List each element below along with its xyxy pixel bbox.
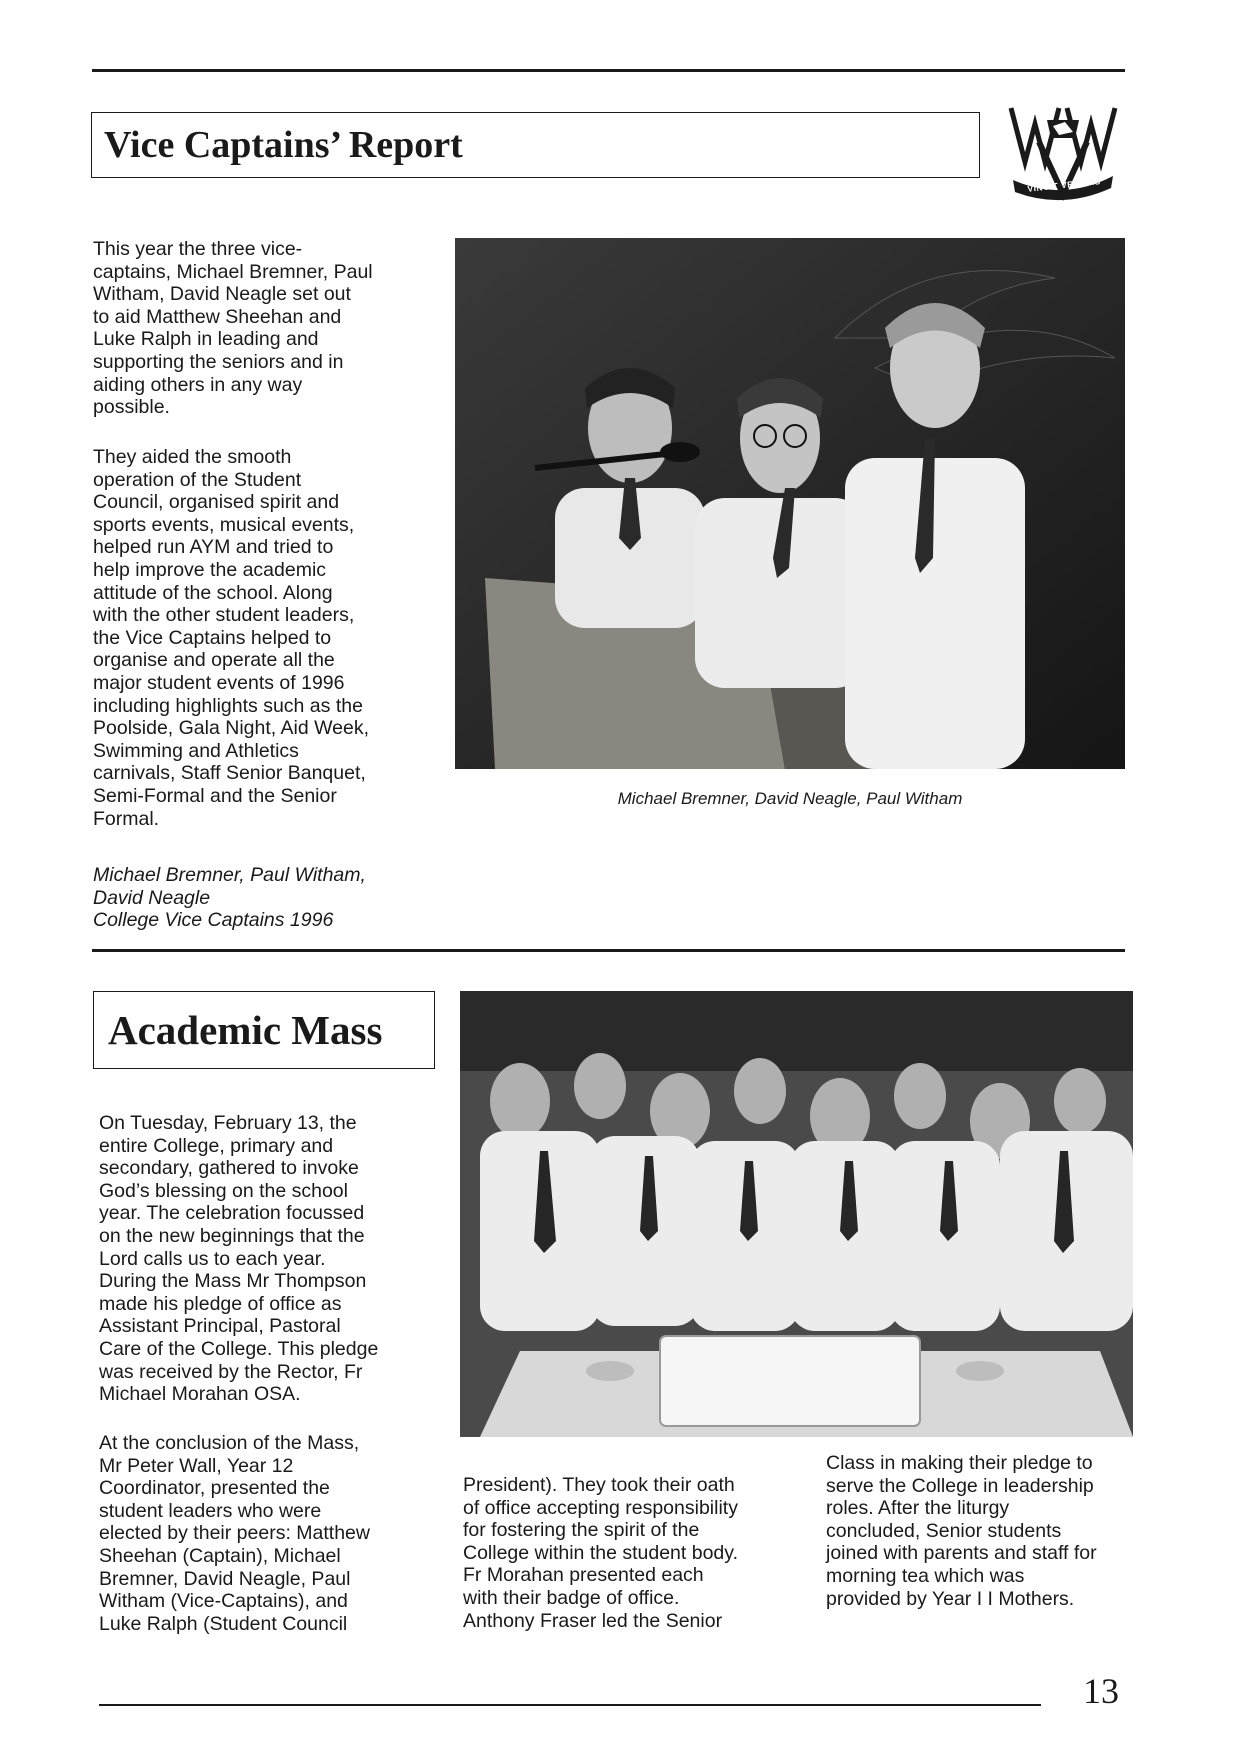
academic-mass-paragraph-2: At the conclusion of the Mass, Mr Peter Wall, Year 12 Coordinator, presented the student leaders who were elected by their peers: Matthew Sheehan (Captain), Michael Bremner, David Neagle, Paul Witham (Vice-Captains), and Luke Ralph (Student Council	[99, 1432, 370, 1635]
vice-captains-title: Vice Captains’ Report	[104, 124, 463, 166]
top-rule	[92, 69, 1125, 72]
vice-captains-paragraph-1: This year the three vice- captains, Michael Bremner, Paul Witham, David Neagle set out to aid Matthew Sheehan and Luke Ralph in leading and supporting the seniors and in aiding others in any way possible.	[93, 238, 373, 419]
academic-mass-paragraph-1: On Tuesday, February 13, the entire College, primary and secondary, gathered to invoke God’s blessing on the school year. The celebration focussed on the new beginnings that the Lord calls us to each year. During the Mass Mr Thompson made his pledge of office as Assistant Principal, Pastoral Care of the College. This pledge was received by the Rector, Fr Michael Morahan OSA.	[99, 1112, 379, 1406]
vice-captains-photo	[455, 238, 1125, 769]
page-number: 13	[1083, 1671, 1119, 1711]
academic-mass-column-3: Class in making their pledge to serve the College in leadership roles. After the liturgy concluded, Senior students joined with parents and staff for morning tea which was provided by Year I I Mothers.	[826, 1452, 1097, 1610]
crest-motto: VINCIT VERITAS	[1026, 176, 1102, 194]
vice-captains-paragraph-2: They aided the smooth operation of the Student Council, organised spirit and sports events, musical events, helped run AYM and tried to help improve the academic attitude of the school. Along with the other student leaders, the Vice Captains helped to organise and operate all the major student events of 1996 including highlights such as the Poolside, Gala Night, Aid Week, Swimming and Athletics carnivals, Staff Senior Banquet, Semi-Formal and the Senior Formal.	[93, 446, 370, 830]
academic-mass-title: Academic Mass	[108, 1007, 383, 1053]
academic-mass-photo	[460, 991, 1133, 1437]
vice-captains-title-box	[91, 112, 980, 178]
academic-mass-title-box	[93, 991, 435, 1069]
footer-rule	[99, 1704, 1041, 1706]
middle-rule	[92, 949, 1125, 952]
college-crest-logo	[1003, 102, 1123, 204]
vice-captains-photo-caption: Michael Bremner, David Neagle, Paul Witham	[617, 789, 963, 808]
academic-mass-column-2: President). They took their oath of office accepting responsibility for fostering the spirit of the College within the student body. Fr Morahan presented each with their badge of office. Anthony Fraser led the Senior	[463, 1474, 738, 1632]
vice-captains-signoff: Michael Bremner, Paul Witham, David Neagle College Vice Captains 1996	[93, 864, 366, 932]
